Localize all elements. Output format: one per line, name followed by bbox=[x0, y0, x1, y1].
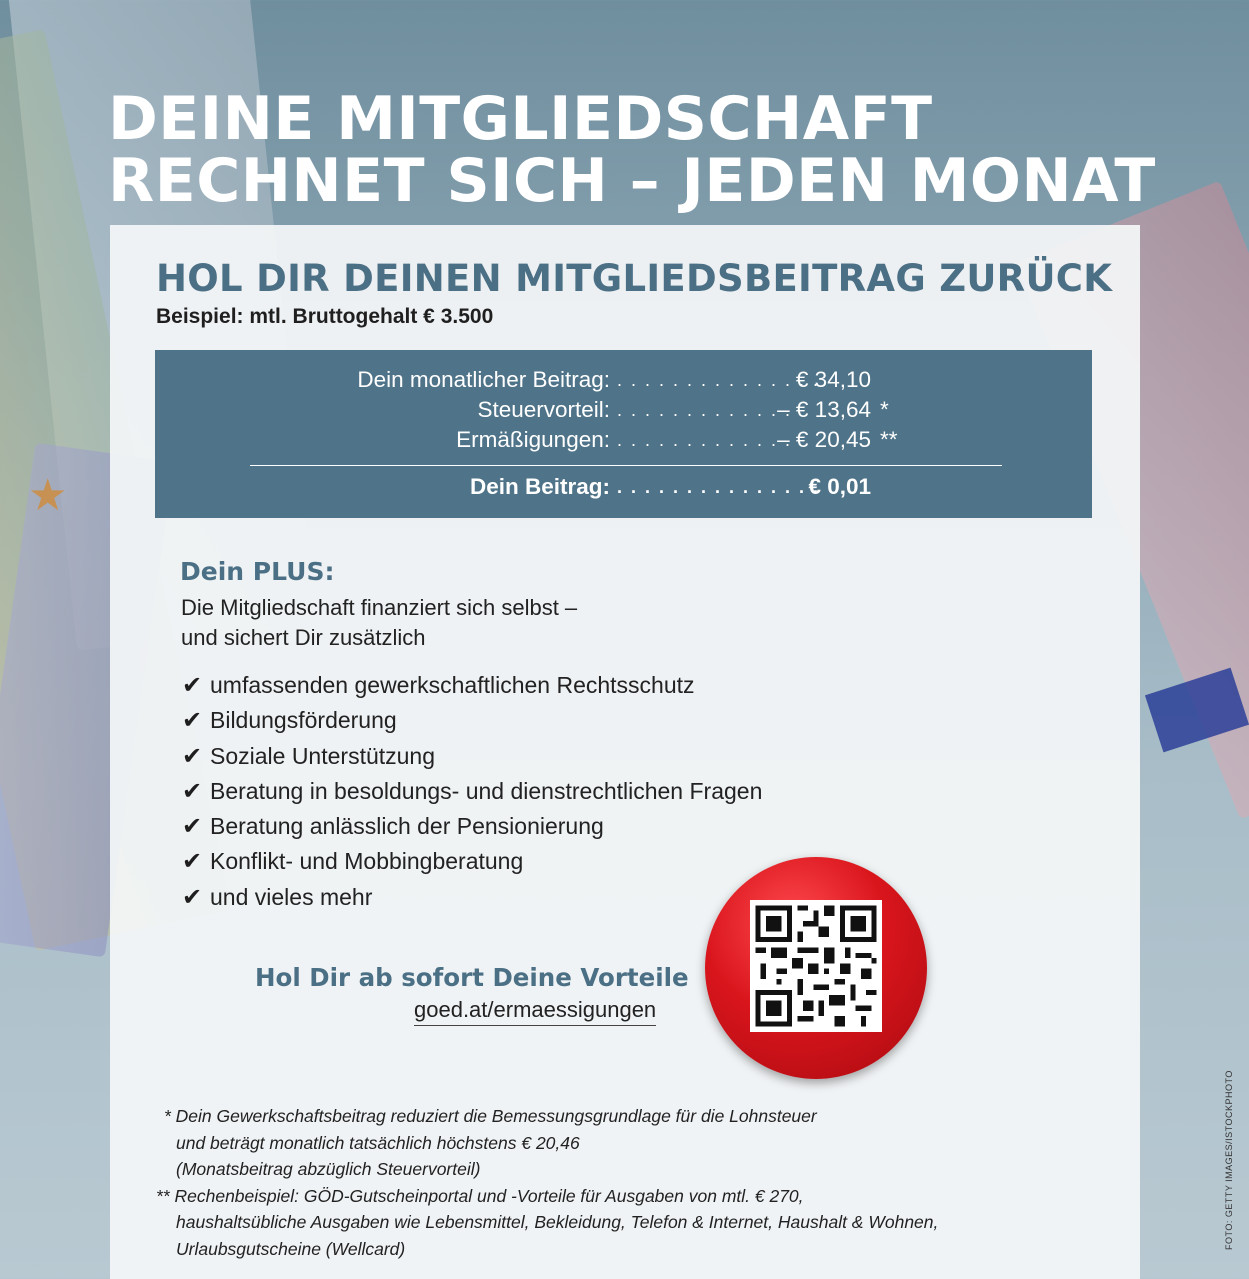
check-icon: ✔ bbox=[182, 847, 203, 876]
headline bbox=[108, 84, 1156, 216]
benefit-item bbox=[182, 668, 762, 703]
calc-label: Steuervorteil: bbox=[477, 397, 610, 422]
example-text: Beispiel: mtl. Bruttogehalt € 3.500 bbox=[156, 305, 494, 328]
qr-badge[interactable] bbox=[705, 857, 927, 1079]
calc-note: * bbox=[880, 397, 889, 422]
benefit-label: Beratung in besoldungs- und dienstrechtlichen Fragen bbox=[210, 777, 763, 804]
check-icon: ✔ bbox=[182, 671, 203, 699]
check-icon: ✔ bbox=[182, 706, 203, 735]
qr-code-icon[interactable] bbox=[750, 900, 882, 1032]
headline-line-1: DEINE MITGLIEDSCHAFT bbox=[108, 84, 933, 154]
benefit-label: Beratung anlässlich der Pensionierung bbox=[210, 813, 604, 840]
calc-value: – € 13,64 bbox=[777, 397, 871, 422]
benefit-label: Bildungsförderung bbox=[210, 707, 397, 734]
calc-dots: . . . . . . . . . . . . . bbox=[617, 430, 793, 450]
check-icon: ✔ bbox=[182, 741, 203, 770]
calc-total-label: Dein Beitrag: bbox=[469, 474, 610, 499]
headline-line-2: RECHNET SICH – JEDEN MONAT bbox=[108, 146, 1156, 216]
benefit-item bbox=[182, 774, 762, 809]
plus-text-line: und sichert Dir zusätzlich bbox=[181, 625, 426, 650]
footnote-line: (Monatsbeitrag abzüglich Steuervorteil) bbox=[176, 1159, 481, 1179]
check-icon: ✔ bbox=[182, 882, 203, 911]
calc-label: Dein monatlicher Beitrag: bbox=[357, 367, 610, 392]
cta-title: Hol Dir ab sofort Deine Vorteile bbox=[255, 963, 689, 992]
benefit-item bbox=[182, 703, 762, 738]
footnote-line: * Dein Gewerkschaftsbeitrag reduziert die Bemessungsgrundlage für die Lohnsteuer bbox=[164, 1106, 817, 1126]
plus-title: Dein PLUS: bbox=[180, 557, 335, 586]
benefit-label: Soziale Unterstützung bbox=[210, 742, 436, 769]
benefit-label: und vieles mehr bbox=[210, 883, 373, 910]
benefit-item bbox=[182, 844, 762, 879]
check-icon: ✔ bbox=[182, 776, 203, 805]
benefit-item bbox=[182, 809, 762, 844]
photo-credit: FOTO: GETTY IMAGES/ISTOCKPHOTO bbox=[1224, 1070, 1234, 1250]
footnote-line: Urlaubsgutscheine (Wellcard) bbox=[176, 1238, 406, 1259]
footnote-line: ** Rechenbeispiel: GÖD-Gutscheinportal und -Vorteile für Ausgaben von mtl. € 270, bbox=[156, 1185, 804, 1206]
calc-total-value: € 0,01 bbox=[808, 474, 871, 499]
benefit-item bbox=[182, 739, 762, 774]
calc-dots: . . . . . . . . . . . . . . . bbox=[617, 370, 821, 390]
subheadline: HOL DIR DEINEN MITGLIEDSBEITRAG ZURÜCK bbox=[156, 257, 1113, 300]
footnote-line: und beträgt monatlich tatsächlich höchstens € 20,46 bbox=[176, 1132, 580, 1153]
benefit-label: umfassenden gewerkschaftlichen Rechtsschutz bbox=[210, 672, 695, 698]
content-panel bbox=[110, 225, 1140, 1279]
calc-dots: . . . . . . . . . . . . . bbox=[617, 400, 793, 420]
calc-value: € 34,10 bbox=[795, 367, 871, 392]
check-icon: ✔ bbox=[182, 812, 203, 841]
benefit-item bbox=[182, 880, 762, 915]
plus-text-line: Die Mitgliedschaft finanziert sich selbst – bbox=[181, 595, 578, 620]
cta-link[interactable]: goed.at/ermaessigungen bbox=[414, 997, 656, 1026]
calc-value: – € 20,45 bbox=[777, 427, 871, 452]
footnotes bbox=[156, 1103, 938, 1262]
calc-note: ** bbox=[880, 427, 898, 452]
footnote-line: haushaltsübliche Ausgaben wie Lebensmittel, Bekleidung, Telefon & Internet, Haushalt & Wohnen, bbox=[176, 1212, 939, 1232]
plus-text bbox=[181, 593, 577, 653]
calculation-box bbox=[155, 350, 1092, 518]
calc-label: Ermäßigungen: bbox=[456, 427, 610, 452]
benefit-label: Konflikt- und Mobbingberatung bbox=[210, 848, 524, 875]
calc-divider bbox=[250, 465, 1002, 466]
benefits-list bbox=[182, 668, 762, 915]
calc-dots: . . . . . . . . . . . . . . . bbox=[617, 477, 821, 497]
star-icon: ★ bbox=[28, 470, 68, 521]
